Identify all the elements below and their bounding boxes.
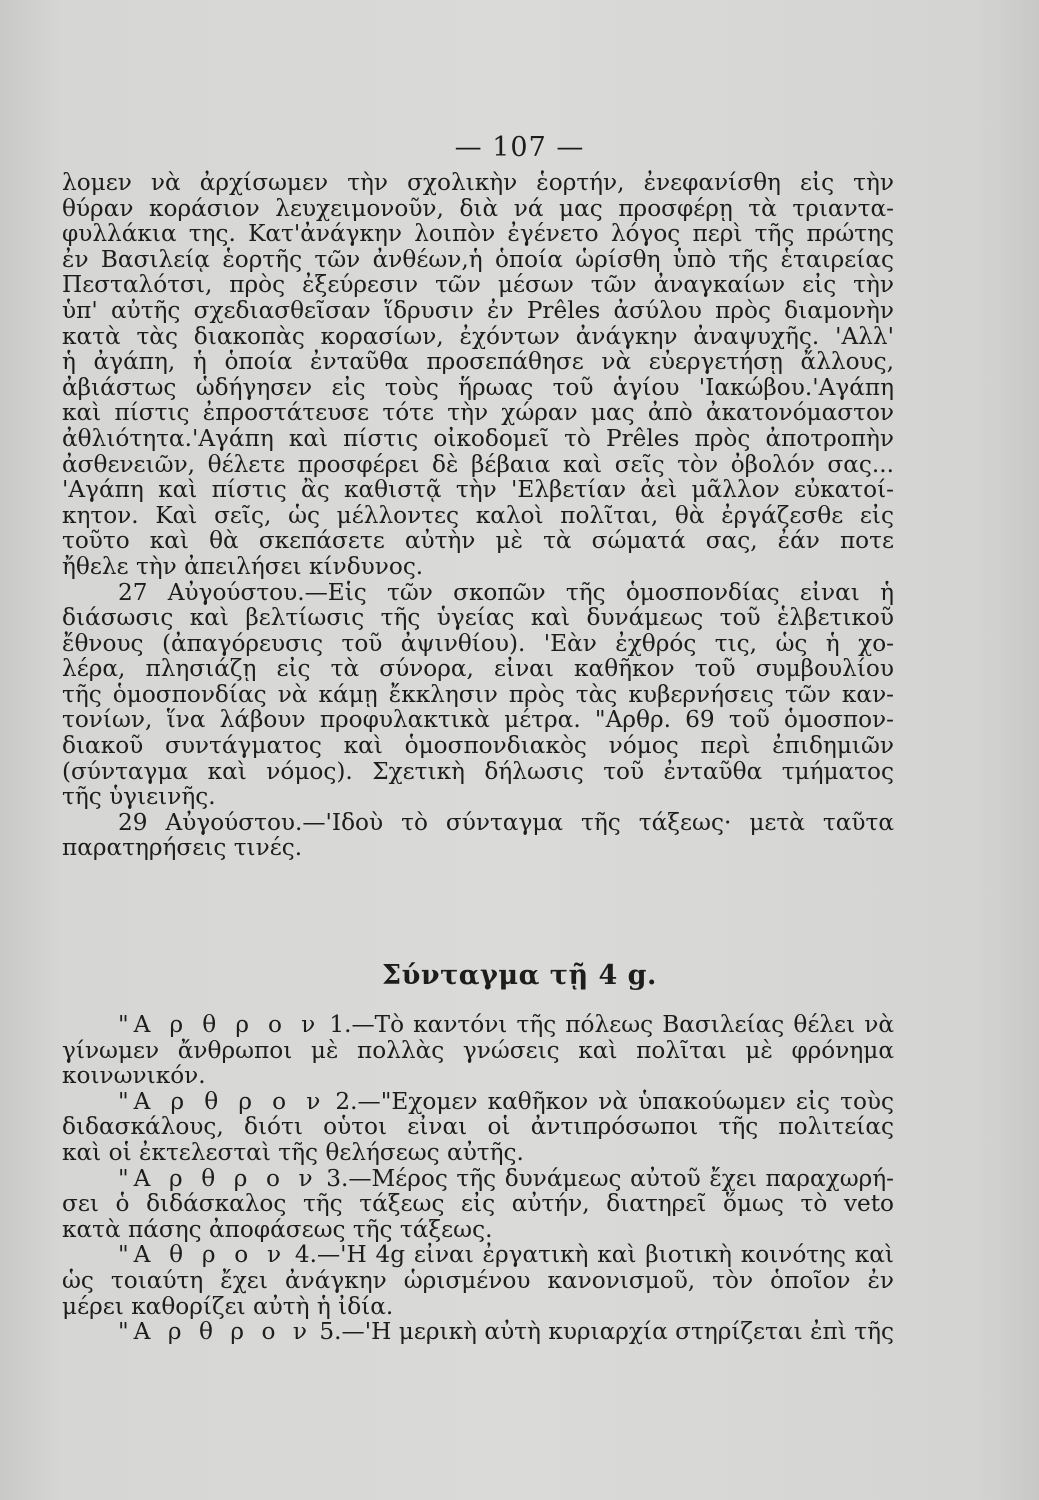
text-line: ἔθνους (ἀπαγόρευσις τοῦ ἀψινθίου). 'Εὰν ἐχθρός τις, ὡς ἡ χο- (62, 630, 894, 657)
article-first-line (62, 1012, 894, 1038)
text-line: μέρει καθορίζει αὐτὴ ἡ ἰδία. (62, 1293, 394, 1320)
text-line: τῆς ὑγιεινῆς. (62, 784, 216, 810)
text-line: Πεσταλότσι, πρὸς ἐξεύρεσιν τῶν μέσων τῶν ἀναγκαίων εἰς τὴν (62, 272, 894, 298)
article-text: 5.—'Η μερικὴ αὐτὴ κυριαρχία στηρίζεται ἐπὶ τῆς (319, 1319, 894, 1345)
text-line: φυλλάκια της. Κατ'ἀνάγκην λοιπὸν ἐγένετο λόγος περὶ τῆς πρώτης (62, 221, 894, 247)
text-line: θύραν κοράσιον λευχειμονοῦν, διὰ νά μας προσφέρῃ τὰ τριαντα- (62, 195, 894, 222)
articles-block (62, 1012, 894, 1345)
text-line: 'Αγάπη καὶ πίστις ἂς καθιστᾷ τὴν 'Ελβετίαν ἀεὶ μᾶλλον εὐκατοί- (62, 477, 894, 503)
article-label: "Α ρ θ ρ ο ν (118, 1165, 318, 1192)
text-line: κοινωνικόν. (62, 1063, 206, 1089)
text-line: ἀσθενειῶν, θέλετε προσφέρει δὲ βέβαια καὶ σεῖς τὸν ὀβολόν σας... (62, 451, 894, 478)
article-label: "Α ρ θ ρ ο ν (118, 1088, 326, 1115)
article-text: 4.—'Η 4g εἶναι ἐργατικὴ καὶ βιοτικὴ κοινότης καὶ (294, 1242, 894, 1268)
text-line: ὡς τοιαύτη ἔχει ἀνάγκην ὡρισμένου κανονισμοῦ, τὸν ὁποῖον ἐν (62, 1267, 894, 1294)
text-line: 29 Αὐγούστου.—'Ιδοὺ τὸ σύνταγμα τῆς τάξεως· μετὰ ταῦτα (118, 809, 894, 836)
article-text: 3.—Μέρος τῆς δυνάμεως αὐτοῦ ἔχει παραχωρή- (326, 1165, 894, 1192)
text-line: κατὰ πάσης ἀποφάσεως τῆς τάξεως. (62, 1216, 493, 1243)
article-text: 2.—"Εχομεν καθῆκον νὰ ὑπακούωμεν εἰς τοὺς (335, 1088, 894, 1115)
text-line: κητον. Καὶ σεῖς, ὡς μέλλοντες καλοὶ πολῖται, θὰ ἐργάζεσθε εἰς (62, 502, 894, 529)
text-line: τῆς ὁμοσπονδίας νὰ κάμῃ ἔκκλησιν πρὸς τὰς κυβερνήσεις τῶν καν- (62, 681, 894, 708)
article-text: 1.—Τὸ καντόνι τῆς πόλεως Βασιλείας θέλει νὰ (329, 1012, 894, 1038)
text-line: λέρα, πλησιάζῃ εἰς τὰ σύνορα, εἶναι καθῆκον τοῦ συμβουλίου (62, 656, 894, 682)
article-label: "Α ρ θ ρ ο ν (118, 1319, 312, 1345)
text-line: (σύνταγμα καὶ νόμος). Σχετικὴ δήλωσις τοῦ ἐνταῦθα τμήματος (62, 758, 894, 785)
text-line: παρατηρήσεις τινές. (62, 835, 303, 862)
article-label: "Α ρ θ ρ ο ν (118, 1012, 321, 1038)
text-line: γίνωμεν ἄνθρωποι μὲ πολλὰς γνώσεις καὶ πολῖται μὲ φρόνημα (62, 1037, 894, 1064)
text-line: λομεν νὰ ἀρχίσωμεν τὴν σχολικὴν ἑορτήν, ἐνεφανίσθη εἰς τὴν (62, 170, 894, 196)
text-line: ἡ ἀγάπη, ἡ ὁποία ἐνταῦθα προσεπάθησε νὰ εὐεργετήσῃ ἄλλους, (62, 349, 894, 375)
text-line: διακοῦ συντάγματος καὶ ὁμοσπονδιακὸς νόμος περὶ ἐπιδημιῶν (62, 733, 894, 759)
text-line: ἤθελε τὴν ἀπειλήσει κίνδυνος. (62, 553, 424, 580)
text-line: ἐν Βασιλείᾳ ἑορτῆς τῶν ἀνθέων,ἡ ὁποία ὡρίσθη ὑπὸ τῆς ἑταιρείας (62, 246, 894, 273)
article-first-line (62, 1089, 894, 1115)
text-line: διδασκάλους, διότι οὗτοι εἶναι οἱ ἀντιπρόσωποι τῆς πολιτείας (62, 1114, 894, 1140)
page-number: — 107 — (454, 132, 585, 163)
article-first-line (62, 1319, 894, 1345)
text-line: 27 Αὐγούστου.—Εἷς τῶν σκοπῶν τῆς ὁμοσπονδίας εἶναι ἡ (118, 579, 894, 606)
text-line: τονίων, ἵνα λάβουν προφυλακτικὰ μέτρα. "Αρθρ. 69 τοῦ ὁμοσπον- (62, 707, 894, 734)
article-first-line (62, 1166, 894, 1192)
text-line: ἀθλιότητα.'Αγάπη καὶ πίστις οἰκοδομεῖ τὸ Prêles πρὸς ἀποτροπὴν (62, 425, 894, 452)
text-line: σει ὁ διδάσκαλος τῆς τάξεως εἰς αὐτήν, διατηρεῖ ὅμως τὸ veto (62, 1191, 894, 1217)
article-label: "Α θ ρ ο ν (118, 1242, 287, 1268)
text-line: ἀβιάστως ὡδήγησεν εἰς τοὺς ἥρωας τοῦ ἁγίου 'Ιακώβου.'Αγάπη (62, 374, 894, 401)
section-heading: Σύνταγμα τῇ 4 g. (382, 960, 657, 991)
body-text-top (62, 170, 894, 861)
text-line: τοῦτο καὶ θὰ σκεπάσετε αὐτὴν μὲ τὰ σώματά σας, ἐάν ποτε (62, 528, 894, 554)
text-line: ὑπ' αὐτῆς σχεδιασθεῖσαν ἵδρυσιν ἐν Prêles ἀσύλου πρὸς διαμονὴν (62, 297, 894, 324)
text-line: καὶ πίστις ἐπροστάτευσε τότε τὴν χώραν μας ἀπὸ ἀκατονόμαστον (62, 400, 894, 426)
text-line: κατὰ τὰς διακοπὰς κορασίων, ἐχόντων ἀνάγκην ἀναψυχῆς. 'Αλλ' (62, 323, 894, 350)
text-line: καὶ οἱ ἐκτελεσταὶ τῆς θελήσεως αὐτῆς. (62, 1139, 524, 1166)
text-line: διάσωσις καὶ βελτίωσις τῆς ὑγείας καὶ δυνάμεως τοῦ ἑλβετικοῦ (62, 605, 894, 631)
article-first-line (62, 1242, 894, 1268)
